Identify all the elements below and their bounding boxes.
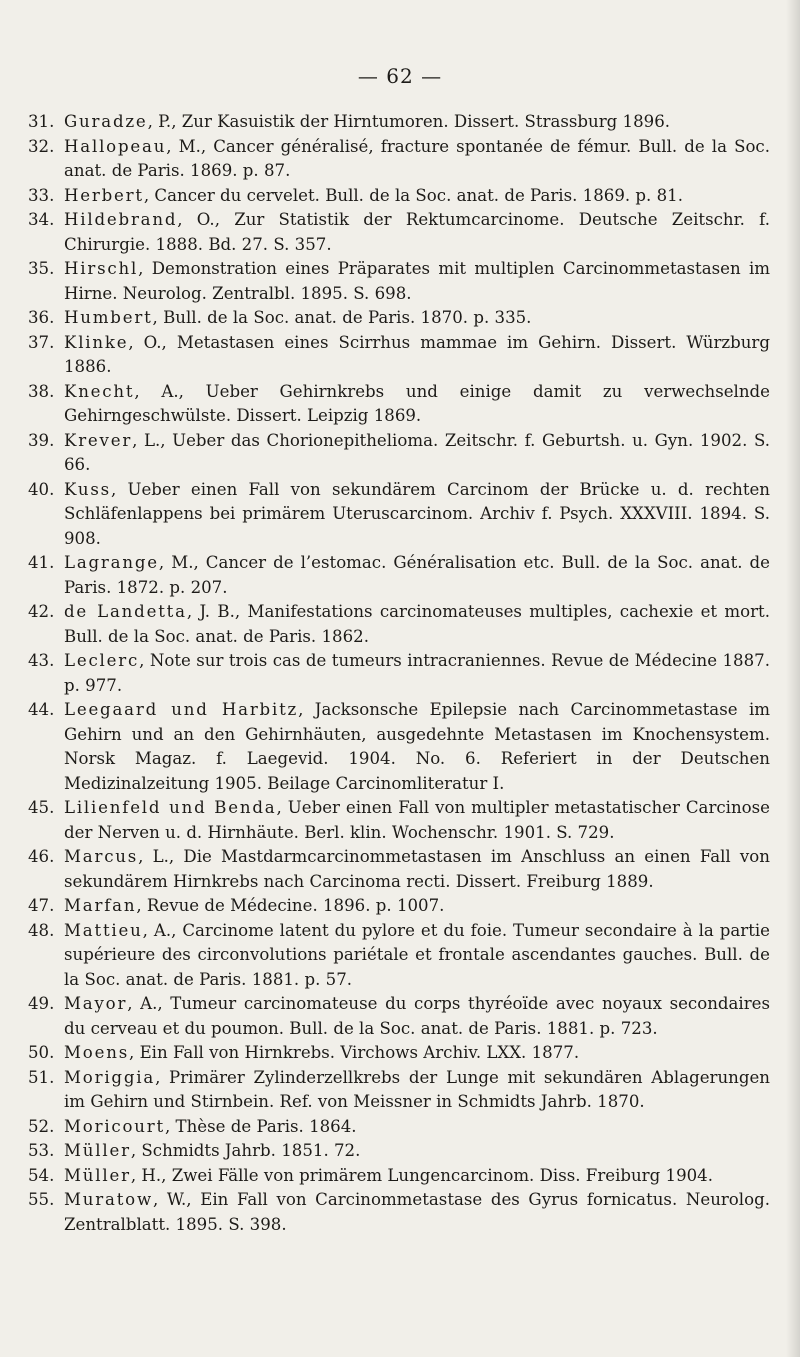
reference-number: 54. xyxy=(28,1165,55,1185)
reference-number: 53. xyxy=(28,1141,55,1160)
reference-text: , A., Tumeur carcinomateuse du corps thyréoïde avec noyaux secondaires du cerveau et du poumon. Bull. de la Soc. anat. de Paris. 1881. p. 723. xyxy=(64,994,770,1038)
reference-entry xyxy=(28,257,770,306)
reference-entry xyxy=(28,110,770,135)
reference-entry xyxy=(28,551,770,600)
reference-text: , Demonstration eines Präparates mit multiplen Carcinommetastasen im Hirne. Neurolog. Zentralbl. 1895. S. 698. xyxy=(64,259,770,303)
reference-number: 36. xyxy=(28,308,55,327)
reference-author: Moricourt xyxy=(64,1116,165,1136)
reference-text: , Schmidts Jahrb. 1851. 72. xyxy=(130,1141,361,1160)
reference-number: 41. xyxy=(28,553,55,572)
reference-entry xyxy=(28,1041,770,1066)
reference-author: Lilienfeld und Benda xyxy=(64,798,277,817)
reference-entry xyxy=(28,429,770,478)
reference-text: , Jacksonsche Epilepsie nach Carcinommetastase im Gehirn und an den Gehirnhäuten, ausgedehnte Metastasen im Knochensystem. Norsk Magaz. f. Laegevid. 1904. No. 6. Referiert in der Deutschen Medizinalzeitung 1905. Beilage Carcinomliteratur I. xyxy=(64,700,770,793)
reference-author: Müller xyxy=(64,1165,131,1185)
reference-author: Moriggia xyxy=(64,1067,156,1087)
reference-number: 49. xyxy=(28,994,55,1013)
reference-author: Marfan xyxy=(64,896,137,915)
reference-author: Kuss xyxy=(64,479,111,499)
reference-text: , Cancer du cervelet. Bull. de la Soc. anat. de Paris. 1869. p. 81. xyxy=(143,185,683,205)
reference-text: , Primärer Zylinderzellkrebs der Lunge mit sekundären Ablagerungen im Gehirn und Stirnbein. Ref. von Meissner in Schmidts Jahrb. 1870. xyxy=(64,1067,770,1111)
reference-text: , L., Ueber das Chorionepithelioma. Zeitschr. f. Geburtsh. u. Gyn. 1902. S. 66. xyxy=(64,430,770,474)
reference-author: Mayor xyxy=(64,994,128,1013)
reference-text: , Thèse de Paris. 1864. xyxy=(165,1116,357,1136)
reference-entry xyxy=(28,845,770,894)
reference-number: 52. xyxy=(28,1116,55,1136)
reference-entry xyxy=(28,306,770,331)
reference-author: Klinke xyxy=(64,332,129,352)
reference-text: , A., Ueber Gehirnkrebs und einige damit zu verwechselnde Gehirngeschwülste. Dissert. Leipzig 1869. xyxy=(64,381,770,425)
reference-list xyxy=(28,110,770,1237)
reference-text: , L., Die Mastdarmcarcinommetastasen im Anschluss an einen Fall von sekundärem Hirnkrebs nach Carcinoma recti. Dissert. Freiburg 1889. xyxy=(64,847,770,891)
reference-number: 50. xyxy=(28,1043,55,1062)
reference-text: , M., Cancer généralisé, fracture spontanée de fémur. Bull. de la Soc. anat. de Paris. 1869. p. 87. xyxy=(64,136,770,180)
reference-text: , Ueber einen Fall von multipler metastatischer Carcinose der Nerven u. d. Hirnhäute. Berl. klin. Wochenschr. 1901. S. 729. xyxy=(64,798,770,842)
reference-text: , Revue de Médecine. 1896. p. 1007. xyxy=(136,896,445,915)
reference-number: 48. xyxy=(28,920,55,940)
reference-text: , O., Zur Statistik der Rektumcarcinome. Deutsche Zeitschr. f. Chirurgie. 1888. Bd. 27. S. 357. xyxy=(64,210,770,254)
page-number: — 62 — xyxy=(357,64,443,88)
reference-number: 32. xyxy=(28,136,55,156)
reference-number: 55. xyxy=(28,1190,55,1209)
reference-number: 45. xyxy=(28,798,55,817)
reference-text: , P., Zur Kasuistik der Hirntumoren. Dissert. Strassburg 1896. xyxy=(147,112,671,131)
reference-author: Leegaard und Harbitz xyxy=(64,700,299,719)
reference-author: Marcus xyxy=(64,847,139,866)
reference-text: , Bull. de la Soc. anat. de Paris. 1870. p. 335. xyxy=(152,308,532,327)
reference-entry xyxy=(28,1066,770,1115)
reference-text: , Ueber einen Fall von sekundärem Carcinom der Brücke u. d. rechten Schläfenlappens bei primärem Uteruscarcinom. Archiv f. Psych. XXXVIII. 1894. S. 908. xyxy=(64,479,770,548)
reference-number: 46. xyxy=(28,847,55,866)
reference-author: Muratow xyxy=(64,1190,153,1209)
reference-text: , O., Metastasen eines Scirrhus mammae im Gehirn. Dissert. Würzburg 1886. xyxy=(64,332,770,376)
reference-author: Hildebrand xyxy=(64,210,178,229)
reference-text: , J. B., Manifestations carcinomateuses multiples, cachexie et mort. Bull. de la Soc. anat. de Paris. 1862. xyxy=(64,602,771,646)
reference-text: , W., Ein Fall von Carcinommetastase des Gyrus fornicatus. Neurolog. Zentralblatt. 1895. S. 398. xyxy=(64,1190,770,1234)
reference-author: Knecht xyxy=(64,381,135,401)
reference-author: Mattieu xyxy=(64,920,143,940)
reference-entry xyxy=(28,649,770,698)
reference-text: , Ein Fall von Hirnkrebs. Virchows Archiv. LXX. 1877. xyxy=(129,1043,580,1062)
reference-entry xyxy=(28,698,770,796)
reference-number: 44. xyxy=(28,700,55,719)
reference-number: 39. xyxy=(28,430,55,450)
reference-number: 42. xyxy=(28,602,55,621)
reference-entry xyxy=(28,1139,770,1164)
reference-entry xyxy=(28,208,770,257)
reference-author: Hirschl xyxy=(64,259,139,278)
reference-number: 51. xyxy=(28,1067,55,1087)
reference-number: 43. xyxy=(28,651,55,670)
reference-number: 31. xyxy=(28,112,55,131)
reference-text: , H., Zwei Fälle von primärem Lungencarcinom. Diss. Freiburg 1904. xyxy=(130,1165,714,1185)
reference-entry xyxy=(28,184,770,209)
reference-author: Guradze xyxy=(64,112,148,131)
page-edge-shadow xyxy=(786,0,800,1357)
reference-entry xyxy=(28,478,770,552)
reference-entry xyxy=(28,1115,770,1140)
reference-entry xyxy=(28,796,770,845)
reference-text: , A., Carcinome latent du pylore et du foie. Tumeur secondaire à la partie supérieure des circonvolutions pariétale et frontale ascendantes gauches. Bull. de la Soc. anat. de Paris. 1881. p. 57. xyxy=(64,920,770,989)
reference-number: 40. xyxy=(28,479,55,499)
reference-author: Humbert xyxy=(64,308,153,327)
reference-entry xyxy=(28,331,770,380)
reference-number: 33. xyxy=(28,185,55,205)
reference-entry xyxy=(28,894,770,919)
reference-author: Leclerc xyxy=(64,651,140,670)
reference-number: 47. xyxy=(28,896,55,915)
reference-entry xyxy=(28,1164,770,1189)
reference-author: de Landetta xyxy=(64,602,187,621)
reference-text: , Note sur trois cas de tumeurs intracraniennes. Revue de Médecine 1887. p. 977. xyxy=(64,651,770,695)
reference-author: Krever xyxy=(64,430,133,450)
reference-text: , M., Cancer de l’estomac. Généralisation etc. Bull. de la Soc. anat. de Paris. 1872. p. 207. xyxy=(64,553,770,597)
reference-author: Herbert xyxy=(64,185,144,205)
reference-entry xyxy=(28,1188,770,1237)
reference-entry xyxy=(28,380,770,429)
reference-entry xyxy=(28,600,770,649)
reference-author: Hallopeau xyxy=(64,136,167,156)
reference-entry xyxy=(28,919,770,993)
reference-entry xyxy=(28,992,770,1041)
reference-author: Müller xyxy=(64,1141,131,1160)
reference-author: Moens xyxy=(64,1043,130,1062)
reference-entry xyxy=(28,135,770,184)
reference-number: 38. xyxy=(28,381,55,401)
reference-number: 34. xyxy=(28,210,55,229)
reference-number: 35. xyxy=(28,259,55,278)
reference-number: 37. xyxy=(28,332,55,352)
reference-author: Lagrange xyxy=(64,553,159,572)
